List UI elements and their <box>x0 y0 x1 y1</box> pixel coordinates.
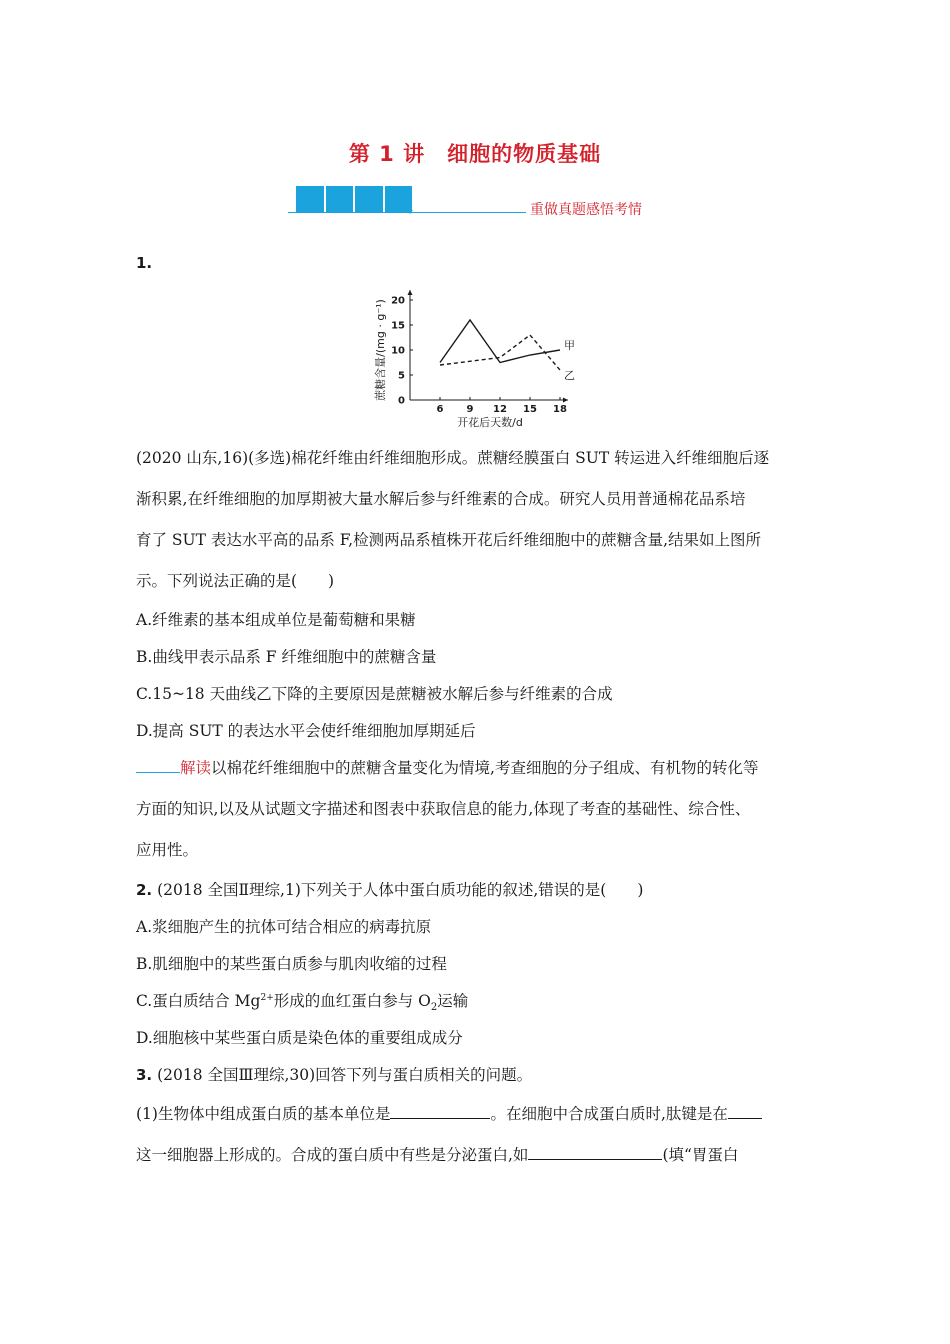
q3-text: (填“胃蛋白 <box>662 1146 739 1164</box>
series-line <box>440 320 560 363</box>
q2-option-b: B.肌细胞中的某些蛋白质参与肌肉收缩的过程 <box>136 955 447 973</box>
q3-stem: (2018 全国Ⅲ理综,30)回答下列与蛋白质相关的问题。 <box>157 1066 533 1084</box>
q1-option-d: D.提高 SUT 的表达水平会使纤维细胞加厚期延后 <box>136 722 476 740</box>
chart-ylabel: 蔗糖含量/(mg · g⁻¹) <box>374 299 387 401</box>
q3-line-1 <box>136 1102 816 1124</box>
reading-text: 以棉花纤维细胞中的蔗糖含量变化为情境,考查细胞的分子组成、有机物的转化等 <box>211 759 759 777</box>
question-2 <box>136 878 816 900</box>
x-tick-label: 15 <box>523 404 537 415</box>
lecture-name: 细胞的物质基础 <box>447 142 602 166</box>
y-tick-label: 20 <box>391 295 405 307</box>
x-axis-arrow-icon <box>563 398 568 403</box>
banner-subtitle: 重做真题感悟考情 <box>530 202 642 218</box>
q1-option-c: C.15~18 天曲线乙下降的主要原因是蔗糖被水解后参与纤维素的合成 <box>136 685 613 703</box>
x-tick-label: 18 <box>553 404 567 415</box>
y-tick-label: 15 <box>391 320 405 332</box>
q3-text: 。在细胞中合成蛋白质时,肽键是在 <box>490 1105 728 1123</box>
q2-option-c <box>136 989 816 1013</box>
q2-option-c-text: 形成的血红蛋白参与 O <box>273 992 431 1010</box>
chart-ticks <box>391 296 567 416</box>
q1-stem-line: 示。下列说法正确的是( ) <box>136 572 335 590</box>
series-label: 乙 <box>564 369 575 382</box>
section-banner <box>288 186 708 218</box>
y-tick-label: 10 <box>391 345 405 357</box>
chart-series <box>440 320 575 382</box>
q2-option-a: A.浆细胞产生的抗体可结合相应的病毒抗原 <box>136 918 432 936</box>
q1-stem-line: 渐积累,在纤维细胞的加厚期被大量水解后参与纤维素的合成。研究人员用普通棉花品系培 <box>136 490 746 508</box>
q1-stem-line: (2020 山东,16)(多选)棉花纤维由纤维细胞形成。蔗糖经膜蛋白 SUT 转运进入纤维细胞后逐 <box>136 449 770 467</box>
x-tick-label: 9 <box>466 404 474 415</box>
reading-label: 解读 <box>180 759 212 777</box>
reading-text: 应用性。 <box>136 841 199 859</box>
question-3 <box>136 1063 816 1085</box>
y-axis-arrow-icon <box>408 290 413 295</box>
sucrose-chart <box>370 280 590 430</box>
q2-option-c-sup: 2+ <box>260 992 274 1003</box>
q2-option-c-text: 运输 <box>437 992 469 1010</box>
x-tick-label: 12 <box>493 404 507 415</box>
q2-option-d: D.细胞核中某些蛋白质是染色体的重要组成成分 <box>136 1029 463 1047</box>
banner-blocks <box>296 186 412 212</box>
lecture-number: 第 1 讲 <box>348 142 426 166</box>
reading-mark-icon <box>136 760 180 773</box>
reading-text: 方面的知识,以及从试题文字描述和图表中获取信息的能力,体现了考查的基础性、综合性、 <box>136 800 751 818</box>
q2-stem: (2018 全国Ⅱ理综,1)下列关于人体中蛋白质功能的叙述,错误的是( ) <box>157 881 644 899</box>
question-2-number: 2. <box>136 881 153 899</box>
x-tick-label: 6 <box>436 404 444 415</box>
page-title <box>0 138 950 168</box>
q3-text: (1)生物体中组成蛋白质的基本单位是 <box>136 1105 391 1123</box>
banner-arrow-icon <box>407 210 413 214</box>
q1-reading <box>136 756 816 778</box>
q2-option-c-text: C.蛋白质结合 Mg <box>136 992 261 1010</box>
q1-option-a: A.纤维素的基本组成单位是葡萄糖和果糖 <box>136 611 416 629</box>
y-tick-label: 0 <box>398 395 405 407</box>
answer-blank[interactable] <box>528 1145 662 1160</box>
chart-xlabel: 开花后天数/d <box>457 416 523 429</box>
question-1-number: 1. <box>136 254 153 272</box>
q2-option-c-sub: 2 <box>430 1002 438 1014</box>
question-3-number: 3. <box>136 1066 153 1084</box>
y-tick-label: 5 <box>398 370 405 382</box>
q1-stem-line: 育了 SUT 表达水平高的品系 F,检测两品系植株开花后纤维细胞中的蔗糖含量,结果如上图所 <box>136 531 761 549</box>
answer-blank[interactable] <box>390 1104 490 1119</box>
q3-line-2 <box>136 1143 816 1165</box>
q3-text: 这一细胞器上形成的。合成的蛋白质中有些是分泌蛋白,如 <box>136 1146 529 1164</box>
answer-blank[interactable] <box>728 1104 762 1119</box>
q1-option-b: B.曲线甲表示品系 F 纤维细胞中的蔗糖含量 <box>136 648 437 666</box>
series-label: 甲 <box>564 339 575 352</box>
